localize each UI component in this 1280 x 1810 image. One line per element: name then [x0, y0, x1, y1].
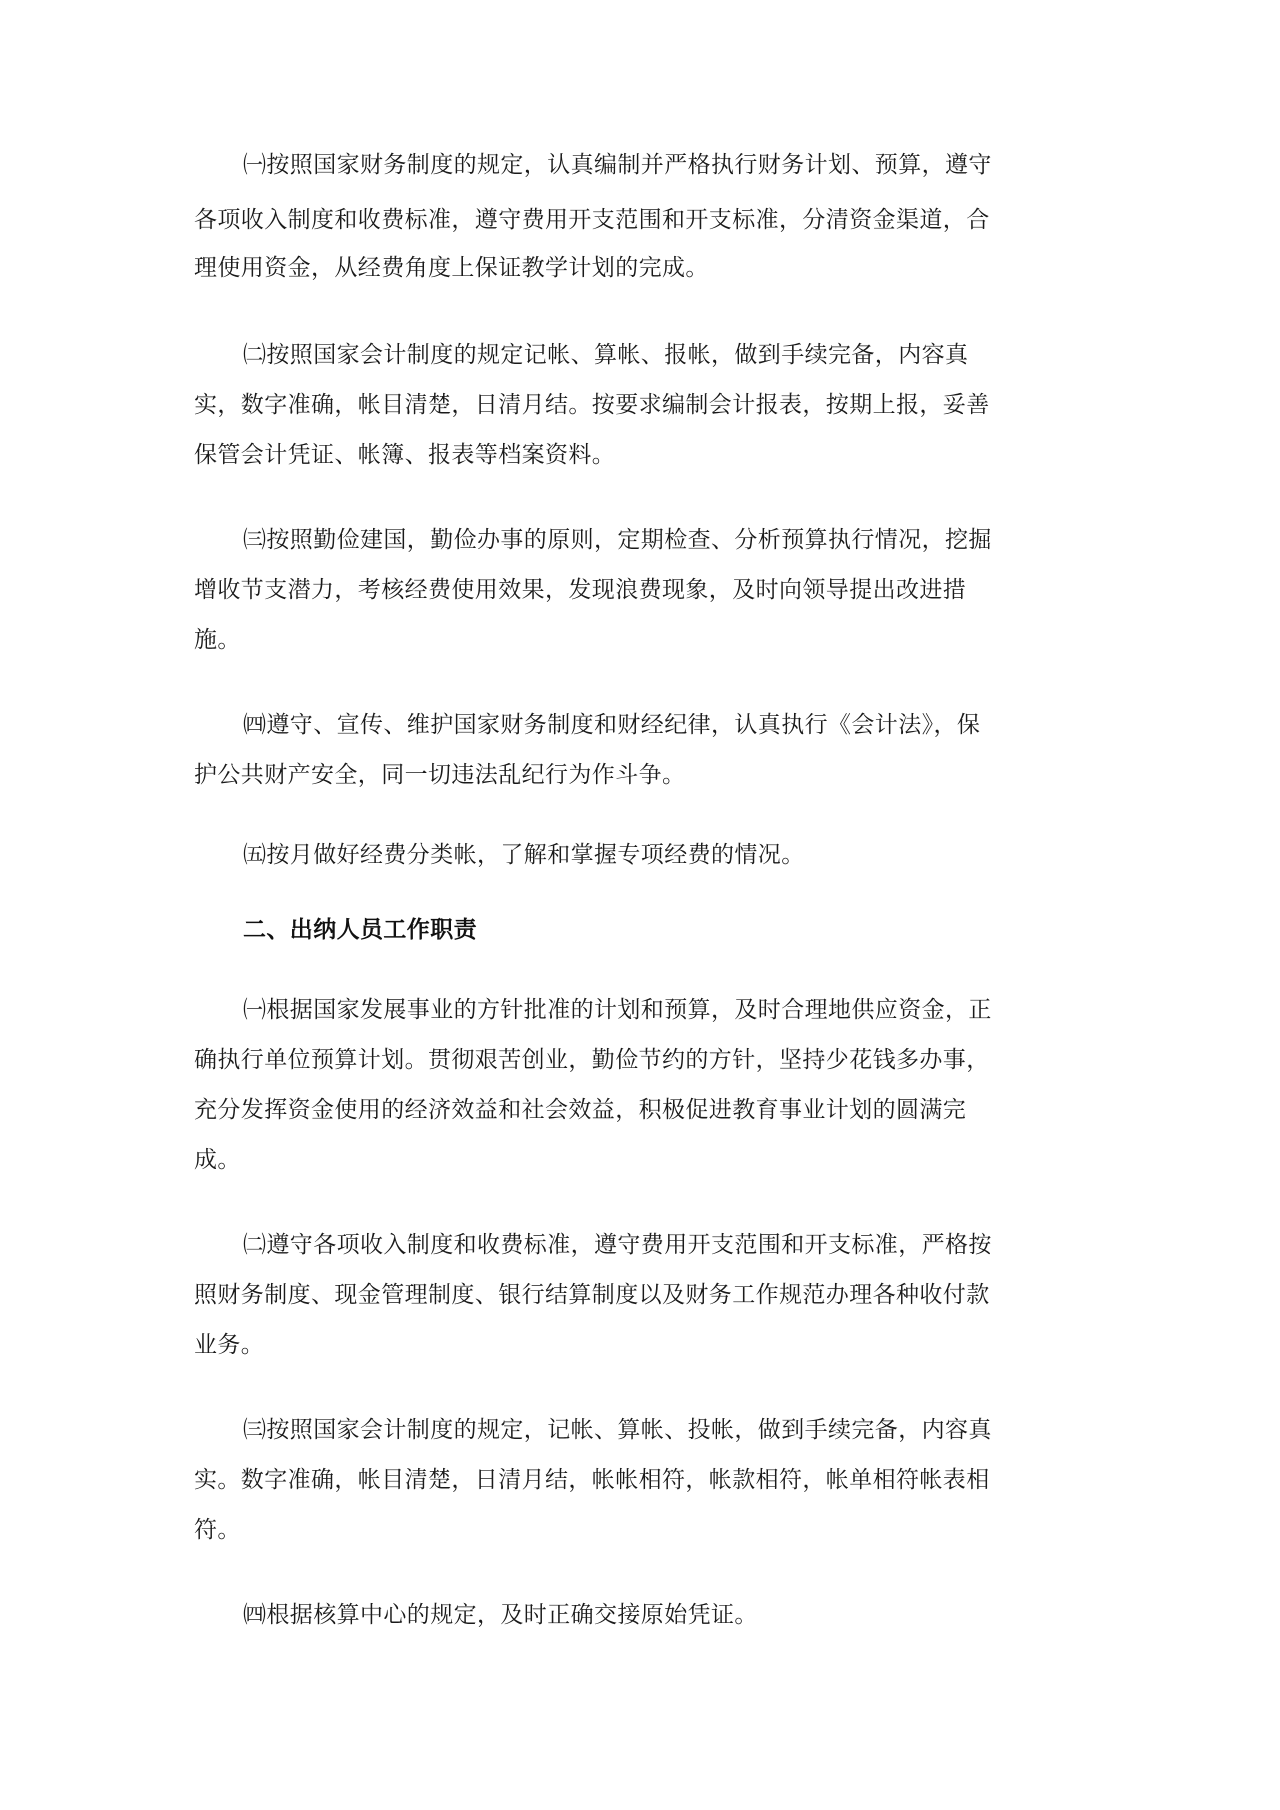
- text-line: ㈣根据核算中心的规定，及时正确交接原始凭证。: [243, 1602, 758, 1628]
- text-line: ㈢按照国家会计制度的规定，记帐、算帐、投帐，做到手续完备，内容真: [243, 1417, 992, 1443]
- text-line: ㈠根据国家发展事业的方针批准的计划和预算，及时合理地供应资金，正: [243, 997, 992, 1023]
- text-line: 实，数字准确，帐目清楚，日清月结。按要求编制会计报表，按期上报，妥善: [194, 392, 990, 418]
- text-line: 业务。: [194, 1332, 265, 1358]
- text-line: 各项收入制度和收费标准，遵守费用开支范围和开支标准，分清资金渠道，合: [194, 207, 990, 233]
- text-line: 符。: [194, 1517, 241, 1543]
- text-line: ㈠按照国家财务制度的规定，认真编制并严格执行财务计划、预算，遵守: [243, 152, 992, 178]
- text-line: 保管会计凭证、帐簿、报表等档案资料。: [194, 442, 616, 468]
- text-line: 成。: [194, 1147, 241, 1173]
- text-line: ㈢按照勤俭建国，勤俭办事的原则，定期检查、分析预算执行情况，挖掘: [243, 527, 992, 553]
- text-line: ㈤按月做好经费分类帐，了解和掌握专项经费的情况。: [243, 842, 805, 868]
- text-line: 护公共财产安全，同一切违法乱纪行为作斗争。: [194, 762, 686, 788]
- text-line: 照财务制度、现金管理制度、银行结算制度以及财务工作规范办理各种收付款: [194, 1282, 990, 1308]
- text-line: 理使用资金，从经费角度上保证教学计划的完成。: [194, 255, 709, 281]
- text-line: 施。: [194, 627, 241, 653]
- text-line: 确执行单位预算计划。贯彻艰苦创业，勤俭节约的方针，坚持少花钱多办事，: [194, 1047, 990, 1073]
- section-heading-cashier: 二、出纳人员工作职责: [243, 916, 477, 943]
- text-line: 实。数字准确，帐目清楚，日清月结，帐帐相符，帐款相符，帐单相符帐表相: [194, 1467, 990, 1493]
- text-line: 充分发挥资金使用的经济效益和社会效益，积极促进教育事业计划的圆满完: [194, 1097, 967, 1123]
- text-line: 增收节支潜力，考核经费使用效果，发现浪费现象，及时向领导提出改进措: [194, 577, 967, 603]
- text-line: ㈡遵守各项收入制度和收费标准，遵守费用开支范围和开支标准，严格按: [243, 1232, 992, 1258]
- text-line: ㈣遵守、宣传、维护国家财务制度和财经纪律，认真执行《会计法》，保: [243, 712, 981, 738]
- text-line: ㈡按照国家会计制度的规定记帐、算帐、报帐，做到手续完备，内容真: [243, 342, 969, 368]
